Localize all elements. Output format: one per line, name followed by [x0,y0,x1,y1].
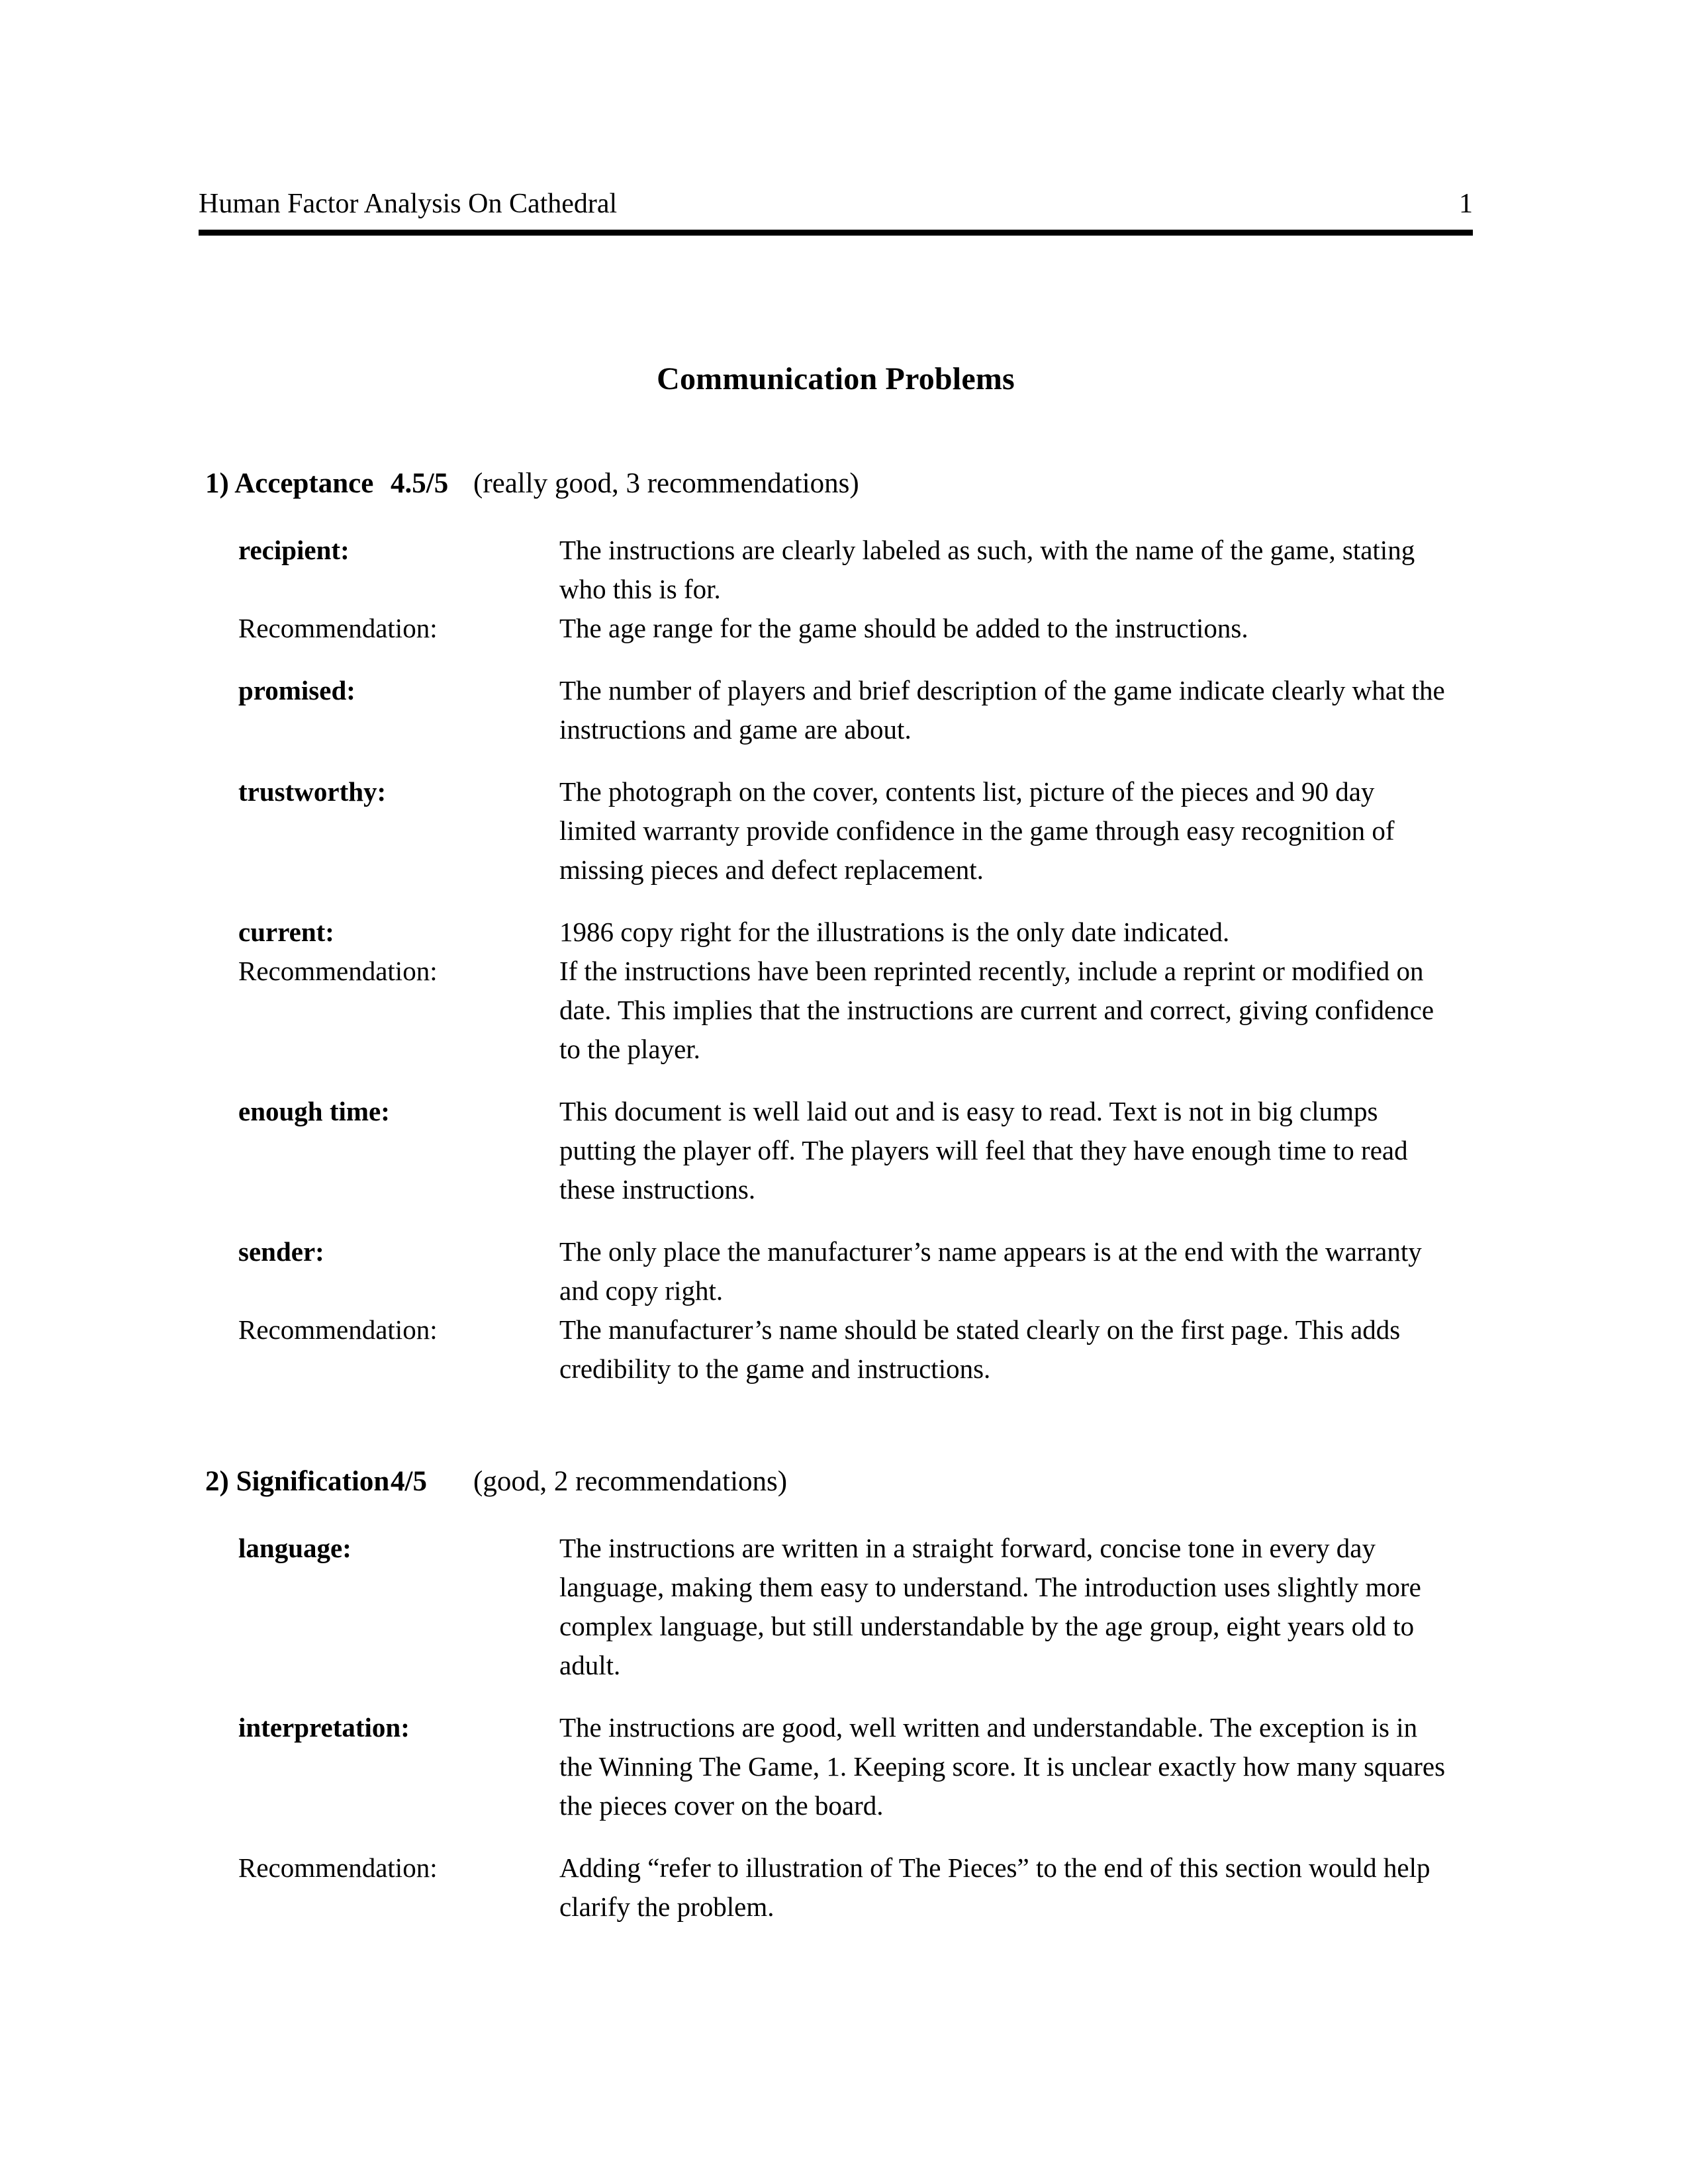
criterion-paragraph: The only place the manufacturer’s name appears is at the end with the warranty and copy right. [559,1236,1422,1306]
entry-spacer [199,1069,1489,1092]
criterion-entry [199,1092,1489,1209]
document-body [199,463,1489,1927]
criterion-label: recipient: [238,535,350,565]
entry-spacer [199,1825,1489,1848]
section-name: 1) Acceptance [205,468,374,499]
criterion-label: trustworthy: [238,776,387,807]
criterion-text [559,531,1450,609]
section-score: 4/5 [391,1466,427,1497]
criterion-entry [199,952,1489,1069]
criterion-paragraph: The instructions are written in a straight forward, concise tone in every day language, making them easy to understand. The introduction uses slightly more complex language, but still understandable by the age group, eight years old to adult. [559,1533,1421,1680]
section-note: (good, 2 recommendations) [473,1466,788,1497]
criterion-paragraph: 1986 copy right for the illustrations is the only date indicated. [559,917,1230,947]
criterion-paragraph: The age range for the game should be added to the instructions. [559,613,1248,643]
header-divider-rule [199,230,1473,236]
criterion-label: language: [238,1533,352,1563]
criterion-text [559,952,1450,1069]
section-spacer [199,1502,1489,1529]
section-note: (really good, 3 recommendations) [473,468,859,499]
section-spacer [199,504,1489,531]
criterion-label: Recommendation: [238,1314,438,1345]
section-name: 2) Signification [205,1466,390,1497]
entry-spacer [199,1685,1489,1708]
criterion-entry [199,1708,1489,1825]
criterion-text [559,1848,1450,1927]
criterion-paragraph: The photograph on the cover, contents list, picture of the pieces and 90 day limited warranty provide confidence in the game through easy recognition of missing pieces and defect replacement. [559,776,1395,885]
criterion-entry [199,772,1489,889]
criterion-entry [199,1848,1489,1927]
criterion-entry [199,1310,1489,1388]
entry-spacer [199,648,1489,671]
criterion-text [559,913,1450,952]
criterion-label: enough time: [238,1096,390,1126]
running-header [199,189,1473,220]
criterion-label: Recommendation: [238,1852,438,1883]
criterion-text [559,671,1450,749]
section-heading [199,1461,1489,1502]
criterion-text [559,1310,1450,1388]
criterion-label: current: [238,917,334,947]
criterion-entry [199,1529,1489,1685]
criterion-entry [199,531,1489,609]
entry-spacer [199,749,1489,772]
criterion-paragraph: The number of players and brief description of the game indicate clearly what the instructions and game are about. [559,675,1445,745]
page-number: 1 [1459,189,1473,219]
section-heading [199,463,1489,504]
criterion-text [559,1232,1450,1310]
criterion-label: interpretation: [238,1712,410,1743]
criterion-label: sender: [238,1236,324,1267]
criterion-text [559,1708,1450,1825]
criterion-paragraph: The manufacturer’s name should be stated clearly on the first page. This adds credibility to the game and instructions. [559,1314,1401,1384]
criterion-entry [199,609,1489,648]
criterion-paragraph: The instructions are clearly labeled as such, with the name of the game, stating who this is for. [559,535,1415,604]
criterion-text [559,772,1450,889]
criterion-label: Recommendation: [238,613,438,643]
criterion-entry [199,671,1489,749]
entry-spacer [199,1209,1489,1232]
page-title: Communication Problems [657,361,1015,396]
header-title: Human Factor Analysis On Cathedral [199,189,618,219]
criterion-text [559,609,1450,648]
section-score: 4.5/5 [391,468,449,499]
criterion-label: promised: [238,675,355,705]
criterion-entry [199,1232,1489,1310]
criterion-text [559,1092,1450,1209]
criterion-text [559,1529,1450,1685]
criterion-paragraph: This document is well laid out and is easy to read. Text is not in big clumps putting the player off. The players will feel that they have enough time to read these instructions. [559,1096,1408,1205]
criterion-entry [199,913,1489,952]
criterion-label: Recommendation: [238,956,438,986]
criterion-paragraph: The instructions are good, well written and understandable. The exception is in the Winning The Game, 1. Keeping score. It is unclear exactly how many squares the pieces cover on the board. [559,1712,1446,1821]
section-spacer [199,1388,1489,1461]
criterion-paragraph: If the instructions have been reprinted recently, include a reprint or modified on date. This implies that the instructions are current and correct, giving confidence to the player. [559,956,1434,1064]
entry-spacer [199,889,1489,913]
criterion-paragraph: Adding “refer to illustration of The Pieces” to the end of this section would help clarify the problem. [559,1852,1430,1922]
